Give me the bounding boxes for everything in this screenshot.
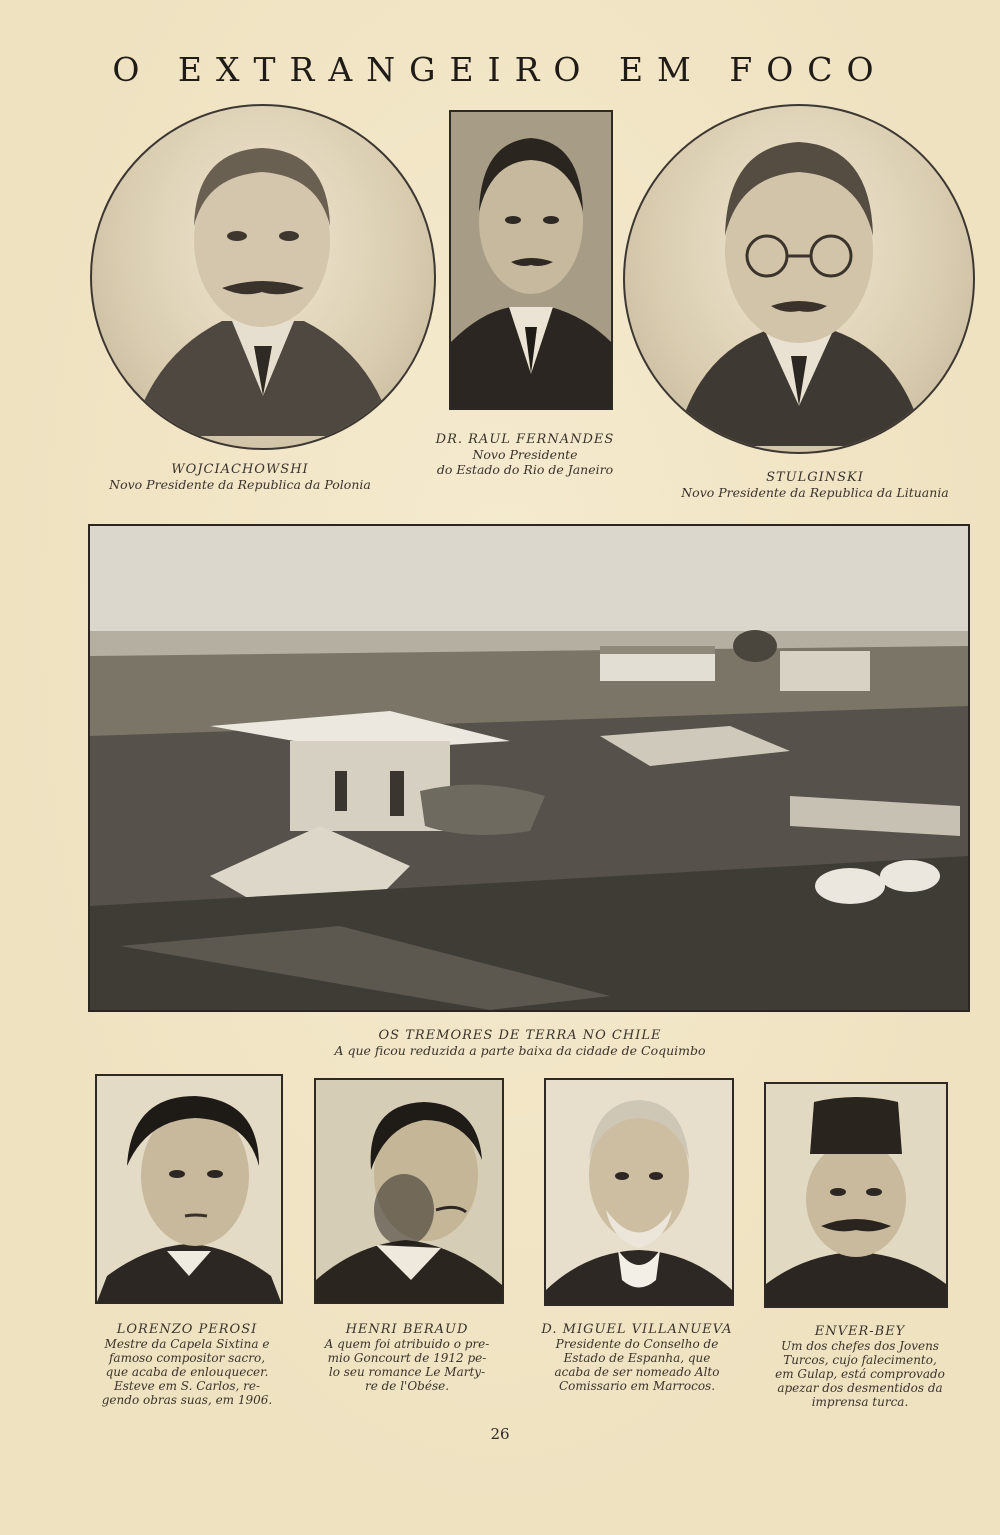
portrait-lorenzo-perosi <box>95 1074 283 1304</box>
caption-desc: Presidente do Conselho de <box>555 1337 719 1351</box>
portrait-figure <box>546 1080 732 1304</box>
caption-desc: Um dos chefes dos Jovens <box>781 1339 939 1353</box>
caption-henri-beraud <box>303 1322 511 1393</box>
caption-earthquake <box>200 1028 840 1058</box>
caption-enver-bey <box>754 1324 966 1409</box>
caption-name: STULGINSKI <box>766 470 864 485</box>
caption-raul-fernandes <box>410 432 640 477</box>
portrait-wojciachowshi <box>90 104 436 450</box>
caption-desc: Turcos, cujo falecimento, <box>783 1353 937 1367</box>
caption-title: OS TREMORES DE TERRA NO CHILE <box>378 1028 662 1043</box>
caption-name: ENVER-BEY <box>814 1324 906 1339</box>
caption-desc: re de l'Obése. <box>364 1379 450 1393</box>
portrait-figure <box>316 1080 502 1302</box>
page-number: 26 <box>490 1425 510 1443</box>
caption-desc: do Estado do Rio de Janeiro <box>436 462 614 477</box>
earthquake-photo <box>88 524 970 1012</box>
earthquake-scene <box>90 526 968 1010</box>
caption-desc: em Gulap, está comprovado <box>775 1367 945 1381</box>
caption-desc: Estado de Espanha, que <box>563 1351 711 1365</box>
caption-desc: acaba de ser nomeado Alto <box>554 1365 720 1379</box>
caption-desc: Esteve em S. Carlos, re- <box>113 1379 261 1393</box>
caption-lorenzo-perosi <box>82 1322 292 1407</box>
portrait-miguel-villanueva <box>544 1078 734 1306</box>
caption-name: WOJCIACHOWSHI <box>171 462 309 477</box>
caption-name: LORENZO PEROSI <box>116 1322 258 1337</box>
caption-desc: A quem foi atribuido o pre- <box>324 1337 490 1351</box>
portrait-enver-bey <box>764 1082 948 1308</box>
portrait-stulginski <box>623 104 975 454</box>
portrait-figure <box>97 1076 281 1302</box>
caption-desc: Mestre da Capela Sixtina e <box>104 1337 270 1351</box>
caption-wojciachowshi <box>80 462 400 492</box>
caption-desc: apezar dos desmentidos da <box>777 1381 943 1395</box>
caption-desc: Comissario em Marrocos. <box>558 1379 716 1393</box>
caption-stulginski <box>650 470 980 500</box>
caption-desc: imprensa turca. <box>811 1395 909 1409</box>
portrait-raul-fernandes <box>449 110 613 410</box>
caption-desc: lo seu romance Le Marty- <box>328 1365 486 1379</box>
page-headline: O EXTRANGEIRO EM FOCO <box>112 50 888 89</box>
caption-desc: gendo obras suas, em 1906. <box>101 1393 273 1407</box>
caption-desc: Novo Presidente da Republica da Lituania <box>681 485 949 500</box>
caption-name: HENRI BERAUD <box>345 1322 469 1337</box>
caption-miguel-villanueva <box>530 1322 744 1393</box>
portrait-figure <box>766 1084 946 1306</box>
caption-desc: famoso compositor sacro, <box>108 1351 266 1365</box>
caption-desc: Novo Presidente <box>472 447 578 462</box>
caption-desc: mio Goncourt de 1912 pe- <box>327 1351 487 1365</box>
caption-name: DR. RAUL FERNANDES <box>435 432 615 447</box>
caption-desc: Novo Presidente da Republica da Polonia <box>109 477 371 492</box>
portrait-henri-beraud <box>314 1078 504 1304</box>
caption-desc: que acaba de enlouquecer. <box>105 1365 269 1379</box>
portrait-figure <box>625 106 973 452</box>
portrait-figure <box>92 106 434 448</box>
portrait-figure <box>451 112 611 408</box>
caption-desc: A que ficou reduzida a parte baixa da cidade de Coquimbo <box>334 1043 706 1058</box>
caption-name: D. MIGUEL VILLANUEVA <box>541 1322 733 1337</box>
